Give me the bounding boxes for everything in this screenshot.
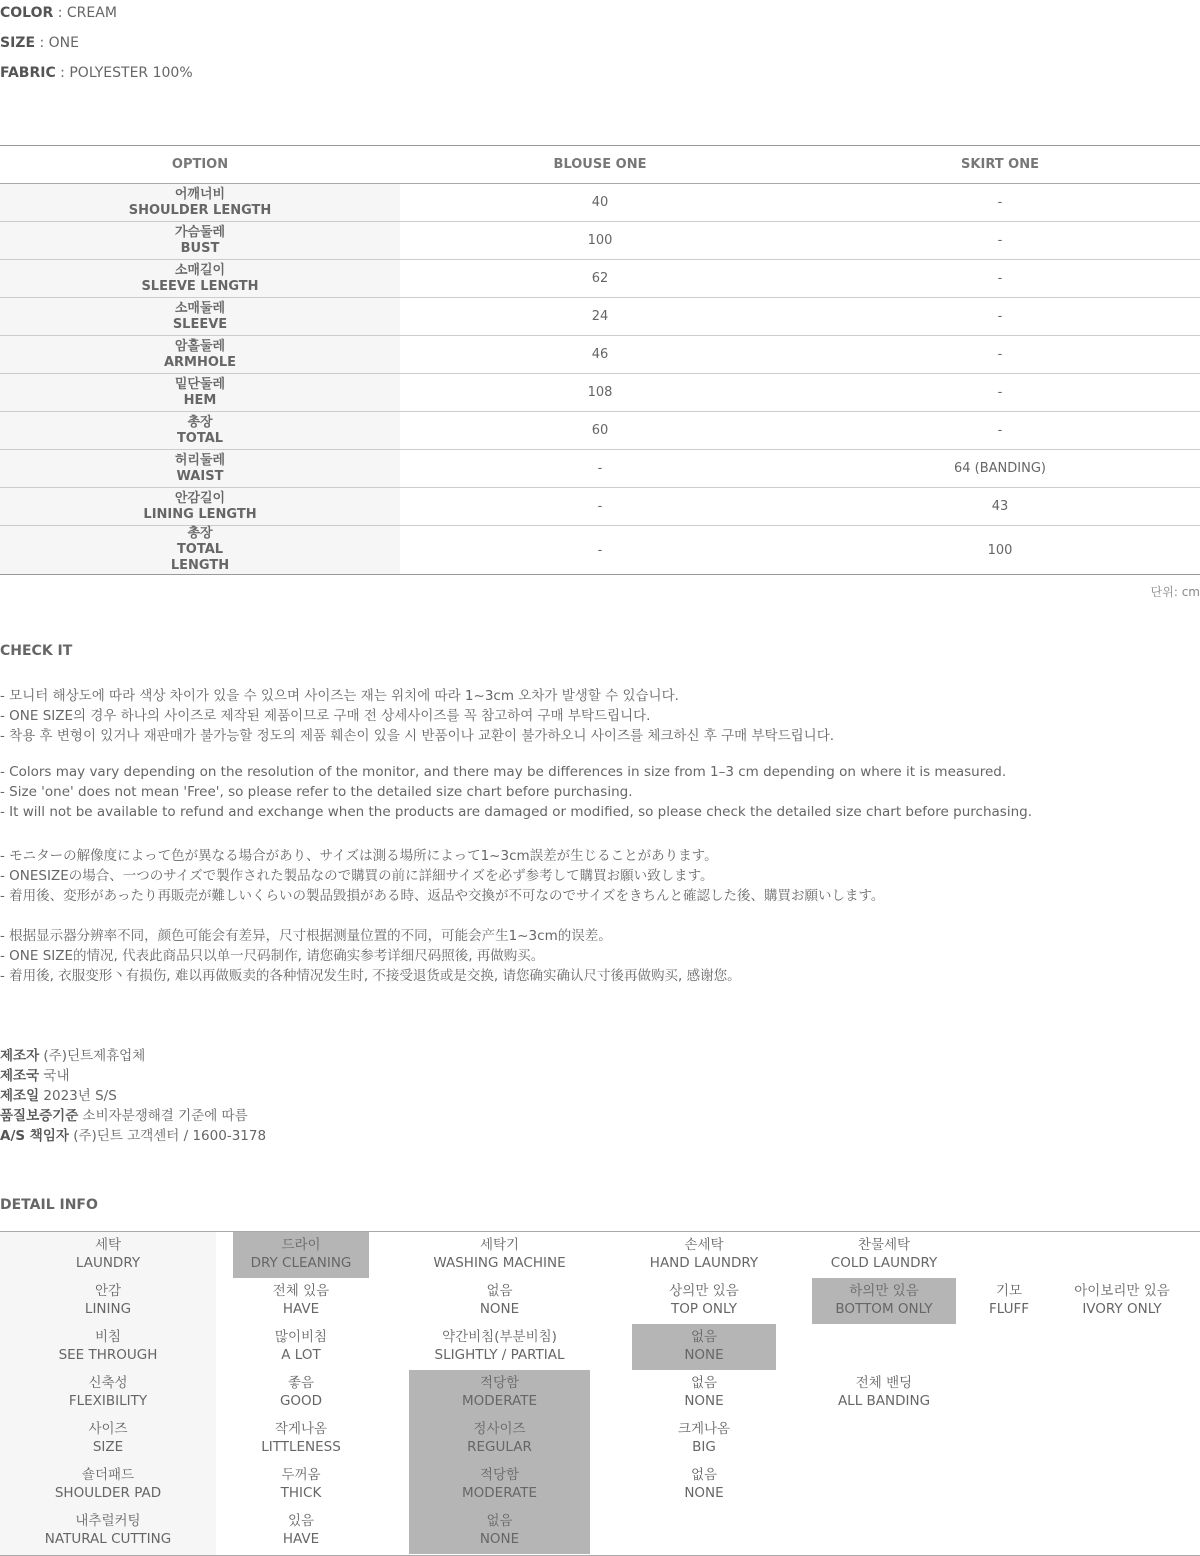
detail-option [233, 1508, 369, 1554]
header-option: OPTION [0, 146, 400, 184]
table-row [0, 374, 1200, 412]
detail-option-ko: 세탁기 [479, 1237, 520, 1253]
option-label-en: HEM [183, 392, 217, 408]
blouse-value: - [400, 488, 800, 526]
header-blouse: BLOUSE ONE [400, 146, 800, 184]
detail-category [0, 1416, 216, 1462]
option-label-en: TOTAL [176, 430, 224, 446]
size-table [0, 145, 1200, 575]
table-row [0, 222, 1200, 260]
check-note: - 착용 후 변형이 있거나 재판매가 불가능할 정도의 제품 훼손이 있을 시 반품이나 교환이 불가하오니 사이즈를 체크하신 후 구매 부탁드립니다. [0, 728, 835, 744]
detail-category-ko: 안감 [94, 1283, 122, 1299]
detail-option-selected [409, 1370, 590, 1416]
detail-option-ko: 전체 밴딩 [855, 1375, 913, 1391]
blouse-value: 62 [400, 260, 800, 298]
detail-category [0, 1324, 216, 1370]
detail-option [233, 1462, 369, 1508]
detail-option [409, 1324, 590, 1370]
detail-option-ko: 있음 [287, 1513, 315, 1529]
detail-option-ko: 없음 [690, 1375, 718, 1391]
detail-option [812, 1232, 956, 1278]
detail-option-ko: 적당함 [479, 1467, 520, 1483]
skirt-value: - [800, 412, 1200, 450]
spec-value: : ONE [35, 35, 79, 51]
skirt-value: - [800, 374, 1200, 412]
spec-label: SIZE [0, 35, 36, 51]
detail-option-ko: 상의만 있음 [669, 1283, 739, 1299]
table-row [0, 412, 1200, 450]
detail-option [409, 1278, 590, 1324]
option-label [0, 374, 400, 412]
detail-option-ko: 아이보리만 있음 [1074, 1283, 1170, 1299]
blouse-value: 46 [400, 336, 800, 374]
check-note: - 모니터 해상도에 따라 색상 차이가 있을 수 있으며 사이즈는 재는 위치에 따라 1~3cm 오차가 발생할 수 있습니다. [0, 688, 679, 704]
detail-category-ko: 숄더패드 [81, 1467, 135, 1483]
check-note: - 着用後, 衣服变形丶有损伤, 难以再做贩卖的各种情况发生时, 不接受退货或是交换, 请您确实确认尺寸後再做购买, 感谢您。 [0, 968, 741, 984]
detail-option [1064, 1278, 1180, 1324]
detail-option-ko: 크게나옴 [677, 1421, 731, 1437]
option-label-en: LINING LENGTH [143, 506, 257, 522]
header-skirt: SKIRT ONE [800, 146, 1200, 184]
blouse-value: 108 [400, 374, 800, 412]
spec-color [0, 5, 117, 21]
check-note: - ONE SIZE的情况, 代表此商品只以单一尺码制作, 请您确实参考详细尺码照後, 再做购买。 [0, 948, 545, 964]
option-label [0, 336, 400, 374]
option-label-ko: 총장 [187, 414, 213, 430]
detail-option [233, 1278, 369, 1324]
detail-category-ko: 내추럴커팅 [75, 1513, 141, 1529]
blouse-value: 40 [400, 184, 800, 222]
option-label-en: BUST [180, 240, 220, 256]
detail-option [233, 1416, 369, 1462]
detail-category [0, 1232, 216, 1278]
skirt-value: 100 [800, 526, 1200, 575]
option-label [0, 526, 400, 575]
detail-option-en: WASHING MACHINE [433, 1255, 566, 1271]
check-note: - It will not be available to refund and exchange when the products are damaged or modified, so please check the detailed size chart before purchasing. [0, 804, 1032, 820]
option-label-en: SLEEVE [172, 316, 228, 332]
detail-option-en: THICK [280, 1485, 322, 1501]
option-label-en: TOTAL [176, 542, 224, 557]
option-label-ko: 어깨너비 [174, 186, 226, 202]
manufacturer-value: (주)딘트제휴업체 [39, 1048, 146, 1064]
option-label-ko: 밑단둘레 [174, 376, 226, 392]
detail-option-ko: 많이비침 [274, 1329, 328, 1345]
detail-option-en: NONE [479, 1301, 520, 1317]
detail-option-en: DRY CLEANING [250, 1255, 352, 1271]
check-note: - 着用後、変形があったり再販売が難しいくらいの製品毀損がある時、返品や交換が不可なのでサイズをきちんと確認した後、購買お願いします。 [0, 888, 885, 904]
detail-option-en: REGULAR [467, 1439, 532, 1455]
detail-category-en: FLEXIBILITY [68, 1393, 148, 1409]
check-note: - モニターの解像度によって色が異なる場合があり、サイズは測る場所によって1~3cm誤差が生じることがあります。 [0, 848, 718, 864]
option-label [0, 412, 400, 450]
skirt-value: - [800, 298, 1200, 336]
option-label [0, 260, 400, 298]
option-label-ko: 허리둘레 [174, 452, 226, 468]
detail-category-ko: 신축성 [88, 1375, 128, 1391]
option-label-en: ARMHOLE [163, 354, 237, 370]
detail-category-en: LINING [84, 1301, 132, 1317]
detail-info-title: DETAIL INFO [0, 1197, 98, 1213]
option-label-ko: 총장 [187, 526, 213, 541]
detail-option-ko: 적당함 [479, 1375, 520, 1391]
detail-option-en: LITTLENESS [261, 1439, 341, 1455]
detail-option-selected [812, 1278, 956, 1324]
detail-category-en: SEE THROUGH [58, 1347, 158, 1363]
detail-option-ko: 두꺼움 [281, 1467, 321, 1483]
detail-option-en: BIG [692, 1439, 716, 1455]
detail-option-ko: 좋음 [287, 1375, 315, 1391]
detail-option-en: COLD LAUNDRY [830, 1255, 938, 1271]
option-label [0, 222, 400, 260]
table-row [0, 450, 1200, 488]
detail-category [0, 1462, 216, 1508]
detail-option-en: NONE [684, 1485, 724, 1501]
detail-option [632, 1232, 776, 1278]
option-label-ko: 소매길이 [174, 262, 226, 278]
detail-option [233, 1324, 369, 1370]
blouse-value: 100 [400, 222, 800, 260]
spec-value: : CREAM [53, 5, 117, 21]
option-label [0, 184, 400, 222]
manufacturer-label: 제조일 [0, 1088, 40, 1104]
option-label-en: SLEEVE LENGTH [141, 278, 259, 294]
manufacturer-value: (주)딘트 고객센터 / 1600-3178 [68, 1128, 267, 1144]
detail-option-en: BOTTOM ONLY [835, 1301, 933, 1317]
skirt-value: - [800, 184, 1200, 222]
detail-category-en: NATURAL CUTTING [44, 1531, 172, 1547]
skirt-value: - [800, 336, 1200, 374]
detail-option-en: GOOD [279, 1393, 323, 1409]
detail-option-en: NONE [684, 1347, 724, 1363]
detail-option-en: MODERATE [462, 1393, 537, 1409]
detail-category-ko: 세탁 [94, 1237, 122, 1253]
manufacturer-label: A/S 책임자 [0, 1128, 69, 1144]
detail-option [409, 1232, 590, 1278]
table-row [0, 260, 1200, 298]
option-label-en: SHOULDER LENGTH [128, 202, 272, 218]
blouse-value: 24 [400, 298, 800, 336]
table-row [0, 298, 1200, 336]
option-label [0, 488, 400, 526]
detail-category-ko: 사이즈 [88, 1421, 128, 1437]
manufacturer-info [0, 1044, 145, 1064]
unit-note: 단위: cm [1150, 585, 1200, 599]
blouse-value: - [400, 450, 800, 488]
table-row [0, 336, 1200, 374]
detail-option-ko: 하의만 있음 [849, 1283, 919, 1299]
skirt-value: - [800, 222, 1200, 260]
detail-option-ko: 없음 [690, 1467, 718, 1483]
spec-fabric [0, 65, 193, 81]
detail-option [632, 1278, 776, 1324]
detail-category-en: SHOULDER PAD [54, 1485, 162, 1501]
manufacturer-value: 국내 [39, 1068, 70, 1084]
table-row [0, 184, 1200, 222]
check-note: - Size 'one' does not mean 'Free', so please refer to the detailed size chart before purchasing. [0, 784, 633, 800]
detail-option-selected [409, 1508, 590, 1554]
manufacturer-value: 소비자분쟁해결 기준에 따름 [78, 1108, 248, 1124]
skirt-value: 43 [800, 488, 1200, 526]
detail-option-en: NONE [684, 1393, 724, 1409]
detail-option-ko: 없음 [486, 1513, 513, 1529]
spec-value: : POLYESTER 100% [55, 65, 193, 81]
detail-option-en: HAVE [282, 1301, 320, 1317]
manufacturer-info [0, 1064, 70, 1084]
detail-category-en: LAUNDRY [75, 1255, 141, 1271]
option-label-en: WAIST [176, 468, 224, 484]
detail-option-en: MODERATE [462, 1485, 537, 1501]
detail-option-ko: 정사이즈 [473, 1421, 526, 1437]
detail-category-en: SIZE [92, 1439, 124, 1455]
detail-option-ko: 전체 있음 [272, 1283, 330, 1299]
detail-option [632, 1462, 776, 1508]
detail-option-en: A LOT [281, 1347, 321, 1363]
option-label-ko: 가슴둘레 [174, 224, 226, 240]
detail-option [233, 1370, 369, 1416]
detail-category [0, 1370, 216, 1416]
detail-option-ko: 찬물세탁 [857, 1237, 911, 1253]
detail-option [632, 1416, 776, 1462]
detail-option-en: FLUFF [988, 1301, 1030, 1317]
detail-category [0, 1278, 216, 1324]
manufacturer-info [0, 1104, 248, 1124]
detail-option-en: IVORY ONLY [1082, 1301, 1162, 1317]
option-label-ko: 암홀둘레 [174, 338, 226, 354]
option-label-ko: 안감길이 [174, 490, 226, 506]
detail-option-ko: 손세탁 [684, 1237, 724, 1253]
manufacturer-label: 제조국 [0, 1068, 40, 1084]
check-note: - ONESIZEの場合、一つのサイズで製作された製品なので購買の前に詳細サイズを必ず参考して購買お願い致します。 [0, 868, 714, 884]
detail-option-en: HAND LAUNDRY [649, 1255, 759, 1271]
check-it-title: CHECK IT [0, 643, 73, 659]
manufacturer-value: 2023년 S/S [39, 1088, 117, 1104]
skirt-value: - [800, 260, 1200, 298]
blouse-value: 60 [400, 412, 800, 450]
option-label-ko: 소매둘레 [174, 300, 226, 316]
detail-option [962, 1278, 1056, 1324]
option-label-en: LENGTH [170, 558, 230, 573]
detail-option-selected [233, 1232, 369, 1278]
detail-category-ko: 비침 [94, 1329, 122, 1345]
spec-label: COLOR [0, 5, 54, 21]
detail-option-selected [632, 1324, 776, 1370]
blouse-value: - [400, 526, 800, 575]
manufacturer-label: 품질보증기준 [0, 1108, 79, 1124]
detail-option-ko: 약간비침(부분비침) [442, 1329, 557, 1345]
detail-option-ko: 없음 [690, 1329, 718, 1345]
skirt-value: 64 (BANDING) [800, 450, 1200, 488]
check-note: - 根据显示器分辨率不同，颜色可能会有差异，尺寸根据测量位置的不同，可能会产生1~3cm的误差。 [0, 928, 612, 944]
check-note: - ONE SIZE의 경우 하나의 사이즈로 제작된 제품이므로 구매 전 상세사이즈를 꼭 참고하여 구매 부탁드립니다. [0, 708, 651, 724]
detail-option [632, 1370, 776, 1416]
size-table-header [0, 146, 1200, 184]
detail-option-selected [409, 1416, 590, 1462]
detail-option-ko: 기모 [995, 1283, 1023, 1299]
detail-option-en: SLIGHTLY / PARTIAL [434, 1347, 565, 1363]
detail-option [812, 1370, 956, 1416]
detail-option-en: TOP ONLY [670, 1301, 737, 1317]
detail-category [0, 1508, 216, 1554]
detail-option-ko: 작게나옴 [274, 1421, 328, 1437]
manufacturer-info [0, 1084, 117, 1104]
detail-info-table [0, 1231, 1200, 1556]
detail-option-ko: 드라이 [281, 1237, 321, 1253]
detail-option-en: NONE [479, 1531, 520, 1547]
table-row [0, 488, 1200, 526]
manufacturer-info [0, 1124, 266, 1144]
manufacturer-label: 제조자 [0, 1048, 40, 1064]
spec-label: FABRIC [0, 65, 56, 81]
detail-option-ko: 없음 [486, 1283, 513, 1299]
option-label [0, 298, 400, 336]
table-row [0, 526, 1200, 575]
option-label [0, 450, 400, 488]
detail-option-en: ALL BANDING [837, 1393, 931, 1409]
spec-size [0, 35, 79, 51]
detail-option-en: HAVE [282, 1531, 320, 1547]
detail-option-selected [409, 1462, 590, 1508]
check-note: - Colors may vary depending on the resolution of the monitor, and there may be differences in size from 1–3 cm depending on where it is measured. [0, 764, 1007, 780]
